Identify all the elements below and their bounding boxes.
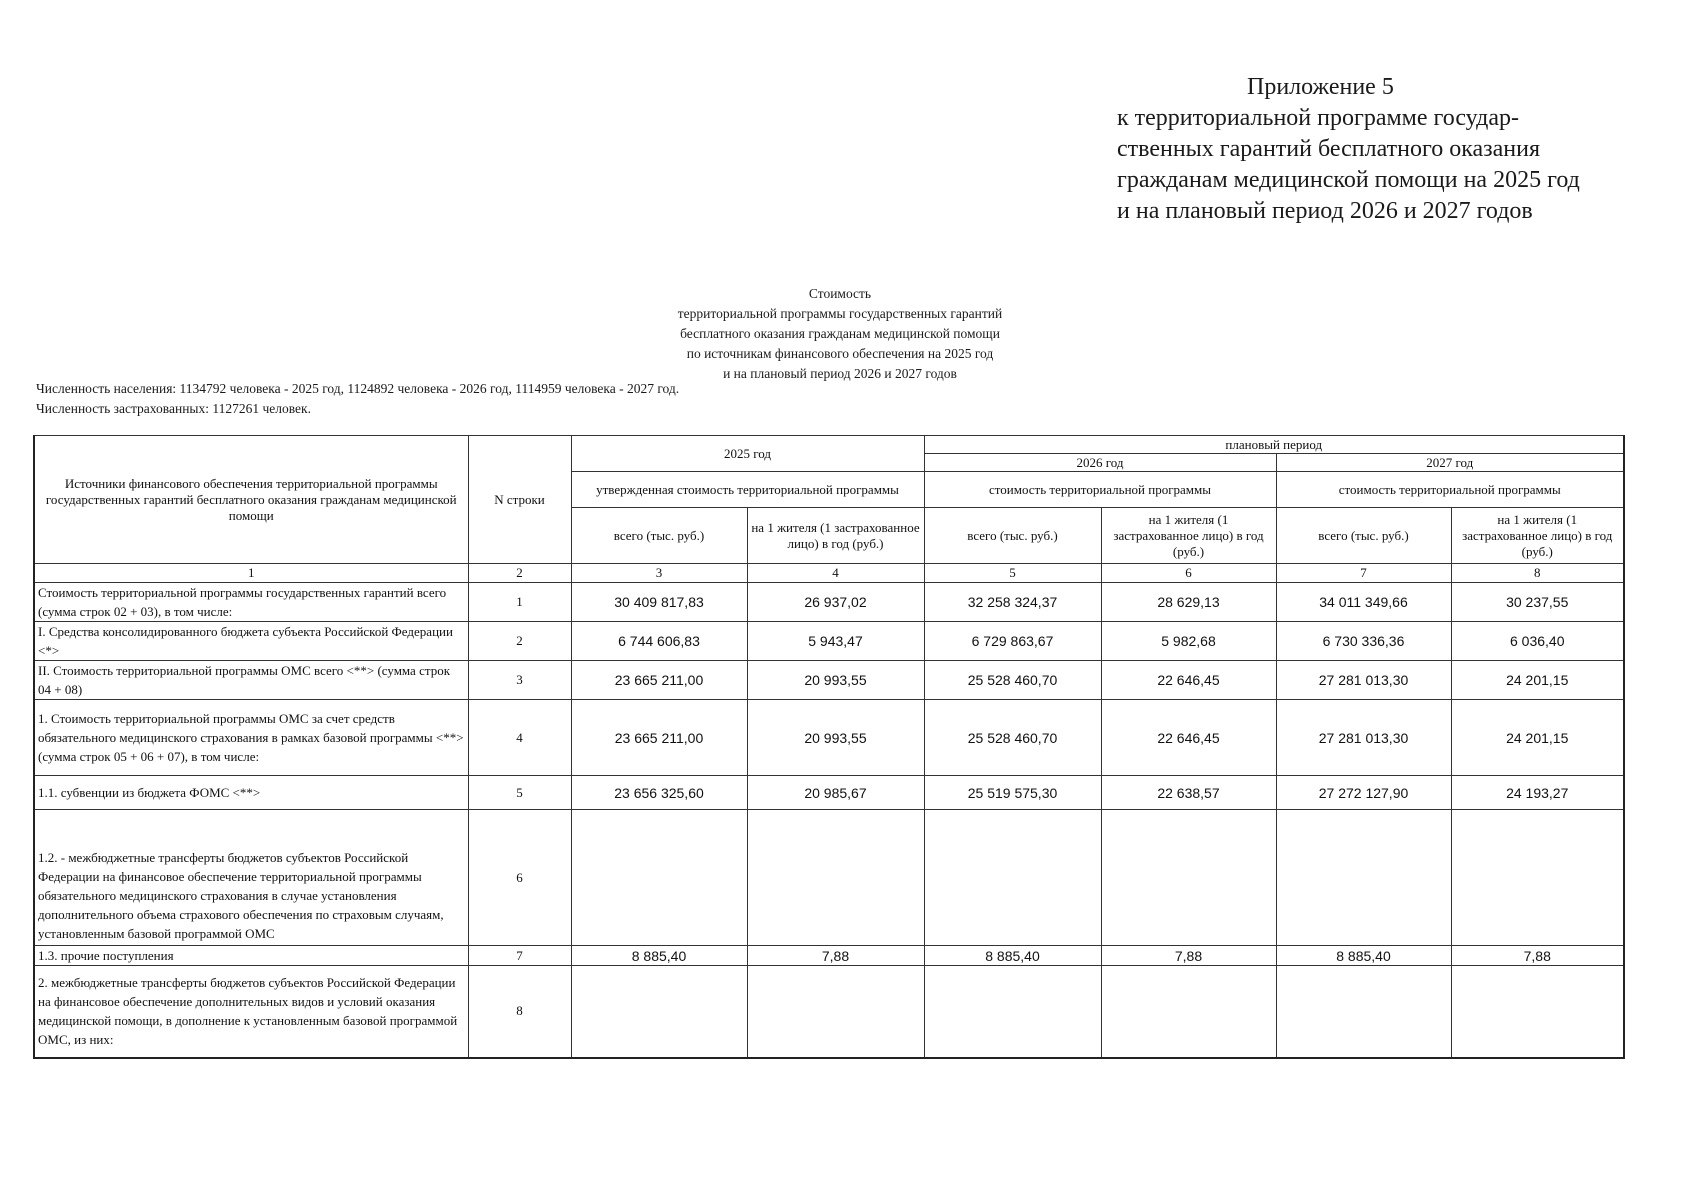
value-total-2027 [1276, 810, 1451, 946]
title-line: территориальной программы государственных гарантий [677, 306, 1003, 321]
column-number: 6 [1101, 564, 1276, 583]
value-per-capita-2026 [1101, 966, 1276, 1058]
row-line-number: 8 [468, 966, 571, 1058]
column-number: 2 [468, 564, 571, 583]
row-source: 1.1. субвенции из бюджета ФОМС <**> [34, 776, 468, 810]
value-total-2025 [571, 966, 747, 1058]
row-source: II. Стоимость территориальной программы ОМС всего <**> (сумма строк 04 + 08) [34, 661, 468, 700]
column-number: 5 [924, 564, 1101, 583]
value-per-capita-2026: 22 638,57 [1101, 776, 1276, 810]
value-total-2027: 34 011 349,66 [1276, 583, 1451, 622]
value-per-capita-2026: 7,88 [1101, 946, 1276, 966]
row-line-number: 6 [468, 810, 571, 946]
value-per-capita-2027: 24 193,27 [1451, 776, 1624, 810]
value-total-2026: 8 885,40 [924, 946, 1101, 966]
row-source: Стоимость территориальной программы государственных гарантий всего (сумма строк 02 + 03), в том числе: [34, 583, 468, 622]
value-total-2027: 27 281 013,30 [1276, 700, 1451, 776]
value-total-2027 [1276, 966, 1451, 1058]
table-row [34, 966, 1624, 1058]
row-source: I. Средства консолидированного бюджета субъекта Российской Федерации <*> [34, 622, 468, 661]
value-total-2026 [924, 810, 1101, 946]
value-total-2025: 6 744 606,83 [571, 622, 747, 661]
value-total-2027: 8 885,40 [1276, 946, 1451, 966]
title-line: бесплатного оказания гражданам медицинской помощи [680, 326, 1000, 341]
row-line-number: 4 [468, 700, 571, 776]
value-per-capita-2025: 7,88 [747, 946, 924, 966]
table-row [34, 583, 1624, 622]
appendix-line: ственных гарантий бесплатного оказания [1117, 136, 1540, 162]
value-total-2026: 25 519 575,30 [924, 776, 1101, 810]
column-number: 8 [1451, 564, 1624, 583]
row-line-number: 2 [468, 622, 571, 661]
value-per-capita-2026: 5 982,68 [1101, 622, 1276, 661]
column-number: 4 [747, 564, 924, 583]
value-per-capita-2027: 24 201,15 [1451, 661, 1624, 700]
value-total-2026: 25 528 460,70 [924, 700, 1101, 776]
value-total-2025: 23 665 211,00 [571, 661, 747, 700]
row-line-number: 5 [468, 776, 571, 810]
value-per-capita-2025: 20 985,67 [747, 776, 924, 810]
row-source: 1.3. прочие поступления [34, 946, 468, 966]
value-per-capita-2027: 7,88 [1451, 946, 1624, 966]
header-total-2026: всего (тыс. руб.) [924, 508, 1101, 564]
title-line: и на плановый период 2026 и 2027 годов [723, 366, 957, 381]
document-title [560, 284, 1120, 384]
header-cost-2026: стоимость территориальной программы [924, 472, 1276, 508]
value-total-2026: 32 258 324,37 [924, 583, 1101, 622]
value-per-capita-2027: 6 036,40 [1451, 622, 1624, 661]
value-per-capita-2027 [1451, 810, 1624, 946]
value-per-capita-2025 [747, 810, 924, 946]
value-per-capita-2027: 24 201,15 [1451, 700, 1624, 776]
value-per-capita-2025: 26 937,02 [747, 583, 924, 622]
header-per-capita-2025: на 1 жителя (1 застрахованное лицо) в год (руб.) [747, 508, 924, 564]
column-number: 7 [1276, 564, 1451, 583]
header-line-no: N строки [468, 436, 571, 564]
appendix-line: и на плановый период 2026 и 2027 годов [1117, 198, 1533, 224]
value-total-2027: 27 281 013,30 [1276, 661, 1451, 700]
value-total-2027: 27 272 127,90 [1276, 776, 1451, 810]
row-line-number: 1 [468, 583, 571, 622]
header-approved-cost: утвержденная стоимость территориальной программы [571, 472, 924, 508]
insured-info: Численность застрахованных: 1127261 человек. [36, 401, 311, 416]
appendix-line: к территориальной программе государ- [1117, 105, 1520, 131]
row-line-number: 7 [468, 946, 571, 966]
value-per-capita-2026 [1101, 810, 1276, 946]
header-planning-period: плановый период [924, 436, 1624, 454]
header-sources: Источники финансового обеспечения территориальной программы государственных гарантий бесплатного оказания гражданам медицинской помощи [34, 436, 468, 564]
header-per-capita-2027: на 1 жителя (1 застрахованное лицо) в год (руб.) [1451, 508, 1624, 564]
header-year-2025: 2025 год [571, 436, 924, 472]
header-total-2027: всего (тыс. руб.) [1276, 508, 1451, 564]
header-per-capita-2026: на 1 жителя (1 застрахованное лицо) в год (руб.) [1101, 508, 1276, 564]
header-total-2025: всего (тыс. руб.) [571, 508, 747, 564]
value-per-capita-2025: 5 943,47 [747, 622, 924, 661]
column-number: 1 [34, 564, 468, 583]
column-number: 3 [571, 564, 747, 583]
value-per-capita-2026: 22 646,45 [1101, 700, 1276, 776]
value-per-capita-2025: 20 993,55 [747, 700, 924, 776]
header-year-2026: 2026 год [924, 454, 1276, 472]
value-total-2026 [924, 966, 1101, 1058]
table-row [34, 622, 1624, 661]
table-row [34, 700, 1624, 776]
table-row [34, 810, 1624, 946]
appendix-header [1117, 72, 1677, 227]
title-line: Стоимость [808, 286, 872, 301]
value-total-2025: 23 656 325,60 [571, 776, 747, 810]
row-line-number: 3 [468, 661, 571, 700]
row-source: 1. Стоимость территориальной программы ОМС за счет средств обязательного медицинского страхования в рамках базовой программы <**> (сумма строк 05 + 06 + 07), в том числе: [34, 700, 468, 776]
appendix-line: гражданам медицинской помощи на 2025 год [1117, 167, 1580, 193]
value-total-2026: 25 528 460,70 [924, 661, 1101, 700]
table-row [34, 661, 1624, 700]
value-total-2025 [571, 810, 747, 946]
title-line: по источникам финансового обеспечения на 2025 год [686, 346, 994, 361]
table-row [34, 946, 1624, 966]
appendix-line: Приложение 5 [1247, 74, 1394, 100]
value-total-2025: 23 665 211,00 [571, 700, 747, 776]
value-per-capita-2027 [1451, 966, 1624, 1058]
financing-table [33, 435, 1625, 1059]
value-total-2026: 6 729 863,67 [924, 622, 1101, 661]
value-per-capita-2025: 20 993,55 [747, 661, 924, 700]
header-year-2027: 2027 год [1276, 454, 1624, 472]
value-per-capita-2026: 28 629,13 [1101, 583, 1276, 622]
row-source: 2. межбюджетные трансферты бюджетов субъектов Российской Федерации на финансовое обеспечение дополнительных видов и условий оказания медицинской помощи, в дополнение к установленным базовой программой ОМС, из них: [34, 966, 468, 1058]
row-source: 1.2. - межбюджетные трансферты бюджетов субъектов Российской Федерации на финансовое обеспечение территориальной программы обязательного медицинского страхования в случае установления дополнительного объема страхового обеспечения по страховым случаям, установленным базовой программой ОМС [34, 810, 468, 946]
value-per-capita-2026: 22 646,45 [1101, 661, 1276, 700]
value-total-2025: 30 409 817,83 [571, 583, 747, 622]
table-row [34, 776, 1624, 810]
value-total-2025: 8 885,40 [571, 946, 747, 966]
value-per-capita-2027: 30 237,55 [1451, 583, 1624, 622]
value-per-capita-2025 [747, 966, 924, 1058]
header-cost-2027: стоимость территориальной программы [1276, 472, 1624, 508]
value-total-2027: 6 730 336,36 [1276, 622, 1451, 661]
population-info: Численность населения: 1134792 человека - 2025 год, 1124892 человека - 2026 год, 1114959 человека - 2027 год. [36, 381, 680, 396]
